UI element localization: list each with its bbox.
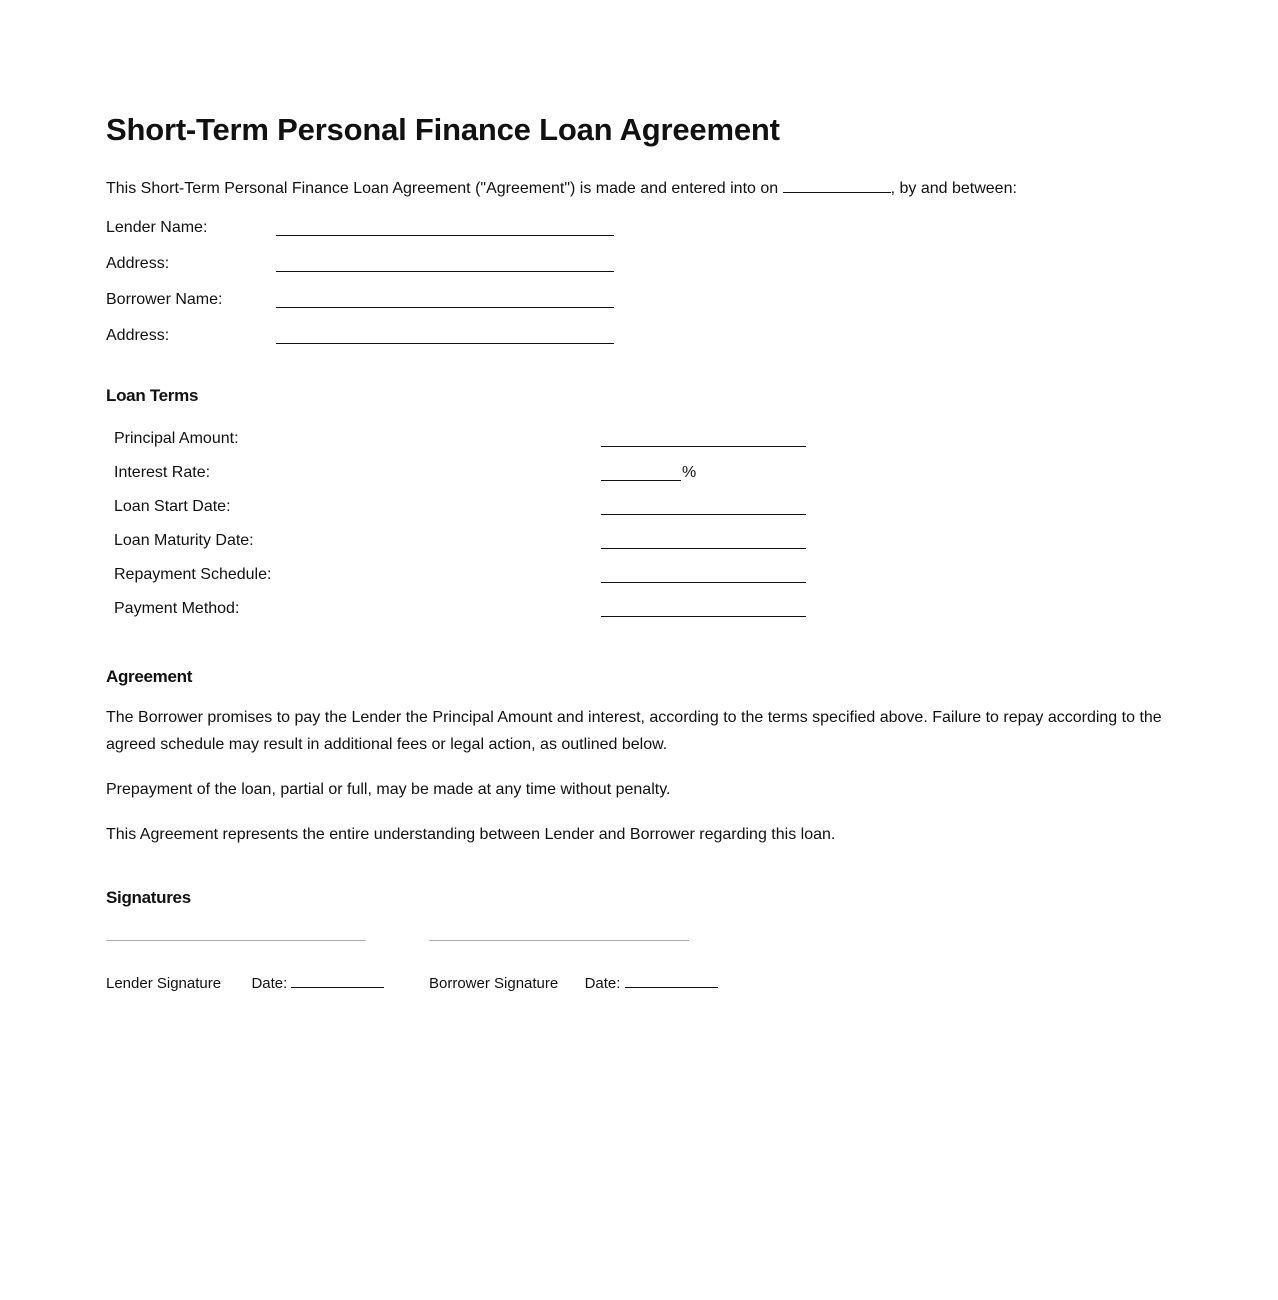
page-title: Short-Term Personal Finance Loan Agreement xyxy=(106,112,780,147)
loan-start-date-row xyxy=(114,498,914,522)
lender-name-blank[interactable] xyxy=(276,235,614,236)
lender-date-blank[interactable] xyxy=(291,974,384,988)
lender-signature-label: Lender Signature xyxy=(106,975,222,992)
intro-text-end: , by and between: xyxy=(890,180,1017,197)
lender-address-blank[interactable] xyxy=(276,271,614,272)
borrower-date-label: Date: xyxy=(584,975,621,992)
lender-signature-caption xyxy=(106,974,384,992)
borrower-signature-caption xyxy=(429,974,718,992)
interest-rate-blank[interactable] xyxy=(601,480,681,481)
agreement-paragraph-repayment: The Borrower promises to pay the Lender the Principal Amount and interest, according to the terms specified above. Failure to repay according to the agreed schedule may result in additional fees or legal action, as outlined below. xyxy=(106,709,1162,753)
signatures-heading: Signatures xyxy=(106,888,191,907)
percent-sign: % xyxy=(682,464,697,481)
borrower-date-blank[interactable] xyxy=(625,974,718,988)
agreement-heading: Agreement xyxy=(106,667,193,686)
intro-text-start: This Short-Term Personal Finance Loan Agreement ("Agreement") is made and entered into on xyxy=(106,180,783,197)
principal-amount-row xyxy=(114,430,914,454)
lender-date-label: Date: xyxy=(251,975,288,992)
payment-method-row xyxy=(114,600,914,624)
agreement-paragraph-entire: This Agreement represents the entire understanding between Lender and Borrower regarding this loan. xyxy=(106,826,836,843)
principal-amount-label: Principal Amount: xyxy=(114,430,239,447)
payment-method-label: Payment Method: xyxy=(114,600,240,617)
intro-paragraph xyxy=(106,178,1017,198)
interest-rate-row xyxy=(114,464,914,488)
loan-maturity-date-label: Loan Maturity Date: xyxy=(114,532,254,549)
payment-method-blank[interactable] xyxy=(601,616,806,617)
borrower-name-label: Borrower Name: xyxy=(106,291,223,308)
loan-start-date-label: Loan Start Date: xyxy=(114,498,231,515)
borrower-name-blank[interactable] xyxy=(276,307,614,308)
lender-name-label: Lender Name: xyxy=(106,219,208,236)
borrower-signature-line[interactable] xyxy=(429,940,689,941)
interest-rate-label: Interest Rate: xyxy=(114,464,211,481)
agreement-paragraph-prepayment: Prepayment of the loan, partial or full, may be made at any time without penalty. xyxy=(106,781,671,798)
loan-start-date-blank[interactable] xyxy=(601,514,806,515)
borrower-address-blank[interactable] xyxy=(276,343,614,344)
lender-address-label: Address: xyxy=(106,255,170,272)
loan-maturity-date-row xyxy=(114,532,914,556)
principal-amount-blank[interactable] xyxy=(601,446,806,447)
agreement-date-blank[interactable] xyxy=(783,178,891,193)
borrower-address-label: Address: xyxy=(106,327,170,344)
loan-terms-heading: Loan Terms xyxy=(106,386,199,405)
repayment-schedule-blank[interactable] xyxy=(601,582,806,583)
borrower-signature-label: Borrower Signature xyxy=(429,975,559,992)
repayment-schedule-label: Repayment Schedule: xyxy=(114,566,272,583)
lender-signature-line[interactable] xyxy=(106,940,366,941)
repayment-schedule-row xyxy=(114,566,914,590)
loan-maturity-date-blank[interactable] xyxy=(601,548,806,549)
